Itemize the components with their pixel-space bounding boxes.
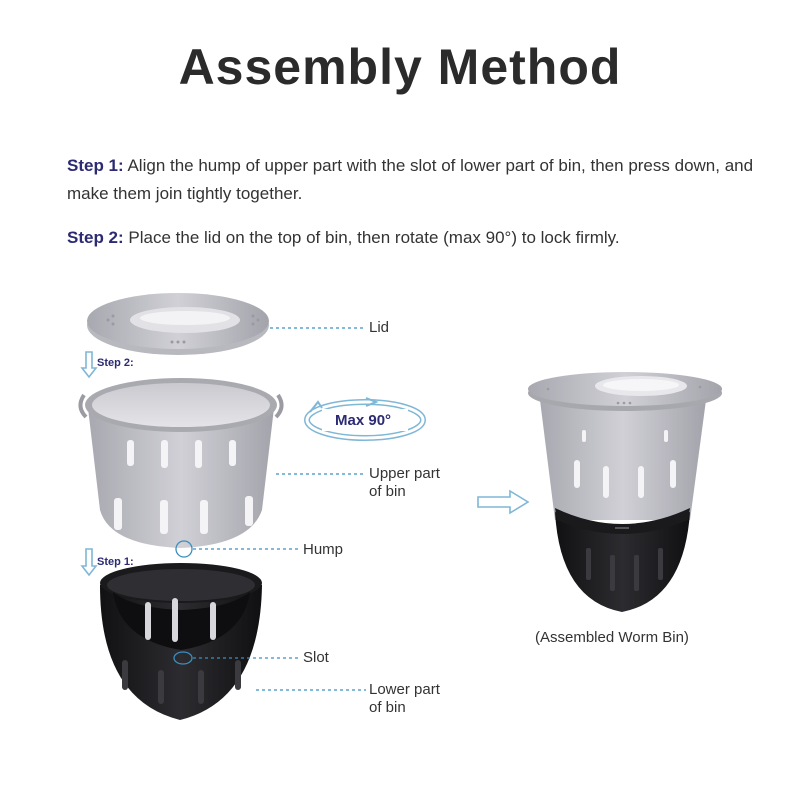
slot-label: Slot [303,649,329,666]
step-1-arrow-icon [82,549,96,575]
upper-part [80,378,281,557]
lid-part [87,293,269,355]
upper-part-label-line-2: of bin [369,483,406,500]
lower-part-label-line-2: of bin [369,699,406,716]
step-2-tag: Step 2: [67,228,124,247]
step-1-text: Align the hump of upper part with the slot of lower part of bin, then press down, and make them join tightly together. [67,156,754,203]
assembled-caption: (Assembled Worm Bin) [535,629,689,646]
upper-part-label [369,465,440,501]
lower-part [100,563,262,720]
step-1-small-label: Step 1: [97,556,134,568]
page-title: Assembly Method [178,39,622,95]
step-2-small-label: Step 2: [97,357,134,369]
lower-part-label [369,681,440,717]
rotate-label: Max 90° [335,412,392,429]
hump-label: Hump [303,541,344,558]
step-2-text: Place the lid on the top of bin, then rotate (max 90°) to lock firmly. [123,228,620,247]
step-1-tag: Step 1: [67,156,124,175]
assembled-arrow-icon [478,491,528,513]
step-2-arrow-icon [82,352,96,377]
lower-part-label-line-1: Lower part [369,681,440,698]
lid-label: Lid [369,319,390,336]
assembled-bin [528,372,722,612]
upper-part-label-line-1: Upper part [369,465,440,482]
